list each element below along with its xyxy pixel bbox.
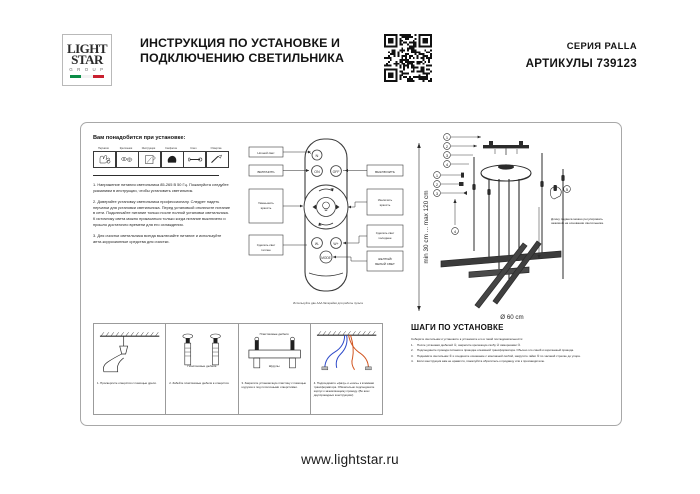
manual-icon [138,151,161,168]
svg-text:4: 4 [453,229,457,234]
tool-item [206,146,227,168]
svg-text:5: 5 [565,187,569,192]
steps-list [411,343,611,363]
logo-line2: STAR [71,51,103,67]
step-text: Подсоедините провода питания в проводке клеммной трансформатора. Обычно это синий и коричневый провода. [417,348,574,353]
step-text: Если конструкция вам не нравится, пожалуйста обратитесь к продавцу или к производителю. [417,358,545,363]
gloves-icon [93,151,116,168]
tool-label: Салфетка [165,147,177,150]
panel-caption: 2. Забейте пластиковые дюбеля в отверстия. [169,381,230,385]
step-item [411,343,611,347]
wrench-icon [183,151,206,168]
callout-warm: Сделать свет [256,243,276,247]
panel-drill [93,323,165,415]
header [62,34,638,90]
panel-label: Пластиковые дюбеля [187,364,217,368]
italian-flag-icon [70,75,104,78]
tool-label: Отвертка [210,147,222,150]
step-number: 4. [411,358,414,363]
note-2: 2. Доверяйте установку светильника профессионалу. Следует надеть перчатки для установки светильника. Перед установкой отключите питание в сети. Подключайте питание только после полной установки светильника. К источнику света можно прикасаться только когда питание выключено и прошло достаточно времени для его охлаждения. [93,199,231,227]
steps-title: ШАГИ ПО УСТАНОВКЕ [411,323,504,332]
svg-text:3: 3 [435,191,439,196]
installation-steps [411,323,611,364]
panel-wiring [310,323,383,415]
step-item [411,348,611,352]
divider [93,175,219,176]
tool-item [93,146,114,168]
callout-number: 1 [435,173,439,178]
note-3: 3. Для очистки светильника всегда выключайте питание и используйте анти-коррозионные средства для очистки. [93,233,222,244]
svg-text:яркость: яркость [260,206,272,210]
article-label: АРТИКУЛЫ 739123 [525,57,637,70]
callout-night-light: Ночной свет [257,151,275,155]
step-number: 1. [411,343,414,348]
svg-text:БЕЛЫЙ СВЕТ: БЕЛЫЙ СВЕТ [375,262,395,266]
step-text: Поднимите светильник ④ и соедините основание с монтажной скобой, закрутите гайки ⑤ по часовой стрелке до упора. [417,353,581,358]
installation-panels [93,323,383,415]
screwdriver-icon [206,151,229,168]
series-label: СЕРИЯ PALLA [566,40,637,51]
tool-item [183,146,204,168]
logo-line1: LIGHT [66,40,108,56]
callout-power-off: ВЫКЛЮЧИТЬ [375,170,395,174]
logo-line3: G R O U P [69,66,105,72]
product-info [457,40,637,70]
page-title: ИНСТРУКЦИЯ ПО УСТАНОВКЕ И ПОДКЛЮЧЕНИЮ СВЕТИЛЬНИКА [140,36,345,65]
step-item [411,354,611,358]
remote-caption: Используйте две AAA батарейки для работы пульта [293,301,363,305]
step-number: 3. [411,353,414,358]
height-dimension: min 30 cm ... max 120 cm [423,190,430,264]
callout-number: 1 [445,135,449,140]
svg-text:ON: ON [314,170,320,174]
panel-caption: 3. Закрепите установочную пластину с помощью шурупов и под потолочными отверстиями. [241,381,307,389]
callout-number: 3 [445,153,449,158]
callout-dim-up: Увеличить [377,198,393,202]
callout-mode: ЖЕЛТЫЙ/ [377,257,393,261]
diameter-dimension: Ø 60 cm [500,314,524,321]
callout-number: 4 [445,162,449,167]
callout-cool: Сделать свет [375,231,395,235]
footer-url[interactable]: www.lightstar.ru [301,452,399,467]
svg-text:W-: W- [314,242,320,246]
panel-label: Шурупы [268,364,280,368]
cloth-icon [161,151,184,168]
svg-text:теплее: теплее [261,248,271,252]
qr-code-icon [384,34,432,82]
tools-row [93,146,231,168]
callout-dim-down: Уменьшить [258,201,274,205]
svg-text:W+: W+ [333,242,339,246]
tools-heading: Вам понадобится при установке: [93,135,186,141]
svg-text:холоднее: холоднее [378,236,392,240]
fasteners-icon [116,151,139,168]
step-text: После установки дюбелей ①, закрепите крепежную скобу ② саморезами ③. [417,343,521,348]
svg-text:N: N [315,153,319,158]
panel-caption: 4. Подсоедините «фазу» и «ноль» к клеммам трансформатора. Обязательно подсоедините корпус к заземляющему проводу. (Во всех двухпроводных конструкциях) [313,381,375,397]
svg-text:MODE: MODE [321,256,331,260]
tool-item [116,146,137,168]
svg-text:2: 2 [435,182,439,187]
lightstar-logo [62,34,112,86]
content-card [80,122,622,426]
tool-label: Крепления [119,147,133,150]
panel-label: Пластиковые дюбеля [259,332,289,336]
callout-power-on: ВКЛЮЧИТЬ [257,170,275,174]
tools-and-notes [93,135,231,250]
tool-item [161,146,182,168]
panel-mounting-plate [238,323,310,415]
callout-number: 2 [445,144,449,149]
step-item [411,359,611,363]
tool-label: Ключ [190,147,197,150]
remote-control-diagram [247,133,405,318]
step-number: 2. [411,348,414,353]
note-1: 1. Напряжение питания светильника 85-265 В 50 Гц. Пожалуйста следуйте указаниям в инструкции, чтобы установить светильник. [93,182,229,193]
tool-item [138,146,159,168]
panel-caption: 1. Просверлите отверстия с помощью дрели. [97,381,157,385]
fixture-technical-drawing [411,129,613,321]
steps-intro: Соберите светильник и установите в установите его в такой последовательности: [411,337,524,341]
tool-label: Инструкция [141,147,156,150]
svg-text:OFF: OFF [332,170,340,174]
tool-label: Перчатки [98,147,109,150]
panel-dowels [165,323,237,415]
suspension-note: Длину подвеса можно регулировать зажимом на основании светильника. [551,217,604,226]
svg-text:яркость: яркость [379,203,391,207]
